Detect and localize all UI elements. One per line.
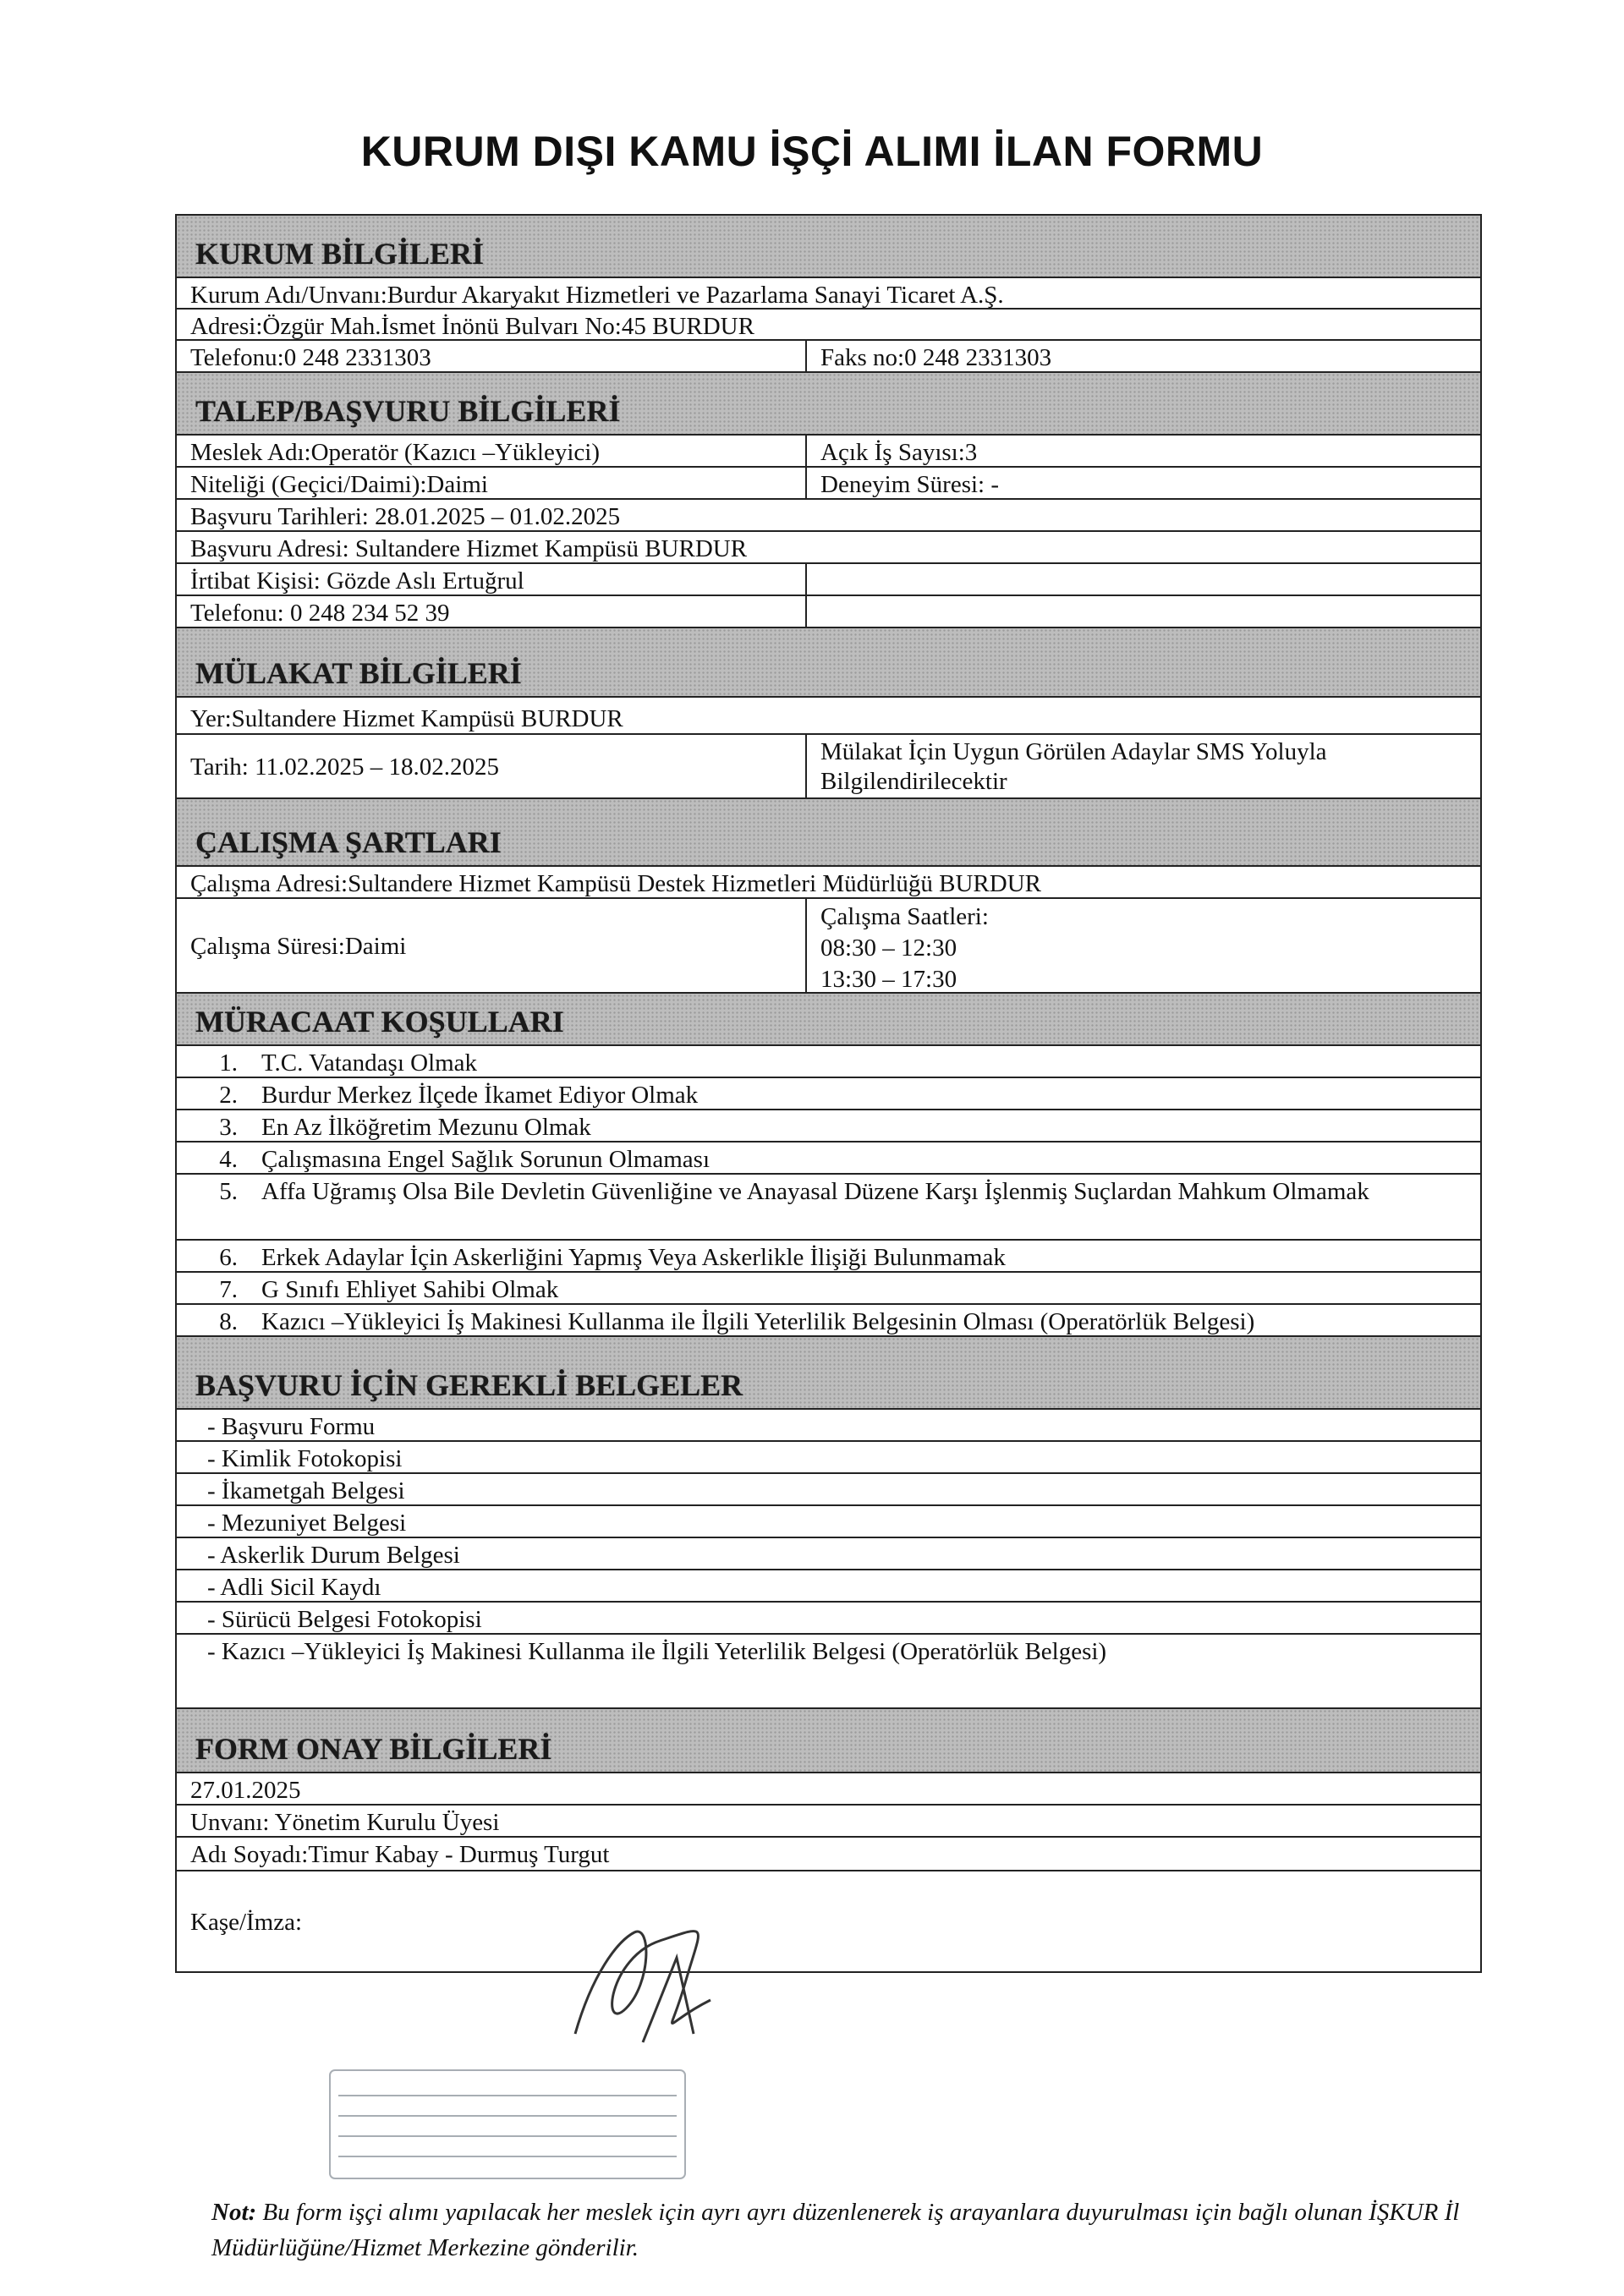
section-calisma-header: ÇALIŞMA ŞARTLARI: [177, 799, 1480, 867]
company-stamp: [279, 2063, 719, 2190]
irtibat-telefonu: Telefonu: 0 248 234 52 39: [177, 596, 807, 627]
kosul-item: [177, 1305, 1480, 1337]
telefon-empty-cell: [807, 596, 1480, 627]
kosul-no: 5.: [219, 1178, 238, 1205]
kurum-adres: Adresi:Özgür Mah.İsmet İnönü Bulvarı No:45 BURDUR: [190, 313, 754, 340]
belge-item: [177, 1538, 1480, 1570]
kurum-telefon: Telefonu:0 248 2331303: [177, 341, 807, 371]
irtibat-empty-cell: [807, 564, 1480, 595]
note-label: Not:: [211, 2199, 257, 2226]
section-mulakat-header: MÜLAKAT BİLGİLERİ: [177, 628, 1480, 698]
calisma-saat-1: 08:30 – 12:30: [820, 934, 957, 962]
onay-adsoyad: Adı Soyadı:Timur Kabay - Durmuş Turgut: [190, 1841, 610, 1868]
kosul-item: [177, 1175, 1480, 1241]
section-muracaat-header: MÜRACAAT KOŞULLARI: [177, 994, 1480, 1046]
kosul-no: 1.: [219, 1049, 238, 1077]
form-table: [175, 214, 1482, 1973]
form-title: KURUM DIŞI KAMU İŞÇİ ALIMI İLAN FORMU: [360, 128, 1264, 175]
belge-item: [177, 1506, 1480, 1538]
section-talep-header: TALEP/BAŞVURU BİLGİLERİ: [177, 373, 1480, 436]
kurum-faks: Faks no:0 248 2331303: [820, 344, 1052, 371]
kurum-telefon-row: [177, 341, 1480, 373]
kurum-adi: Kurum Adı/Unvanı:Burdur Akaryakıt Hizmetleri ve Pazarlama Sanayi Ticaret A.Ş.: [190, 282, 1004, 309]
belge-text: - Sürücü Belgesi Fotokopisi: [207, 1606, 482, 1633]
kurum-adres-row: [177, 310, 1480, 341]
calisma-adres-row: [177, 867, 1480, 899]
belge-text: - Askerlik Durum Belgesi: [207, 1542, 460, 1569]
mulakat-yer-row: [177, 698, 1480, 735]
kosul-text: G Sınıfı Ehliyet Sahibi Olmak: [261, 1276, 559, 1303]
kosul-text: Çalışmasına Engel Sağlık Sorunun Olmaması: [261, 1146, 710, 1173]
kosul-no: 7.: [219, 1276, 238, 1303]
mulakat-tarih: Tarih: 11.02.2025 – 18.02.2025: [177, 735, 807, 797]
basvuru-tarihleri: Başvuru Tarihleri: 28.01.2025 – 01.02.2025: [190, 503, 621, 530]
belge-item: [177, 1442, 1480, 1474]
onay-unvan: Unvanı: Yönetim Kurulu Üyesi: [190, 1809, 500, 1836]
irtibat-row: [177, 564, 1480, 596]
calisma-saat-2: 13:30 – 17:30: [820, 965, 957, 993]
belge-text: - Başvuru Formu: [207, 1413, 376, 1440]
kosul-text: Burdur Merkez İlçede İkamet Ediyor Olmak: [261, 1082, 699, 1109]
belge-text: - Adli Sicil Kaydı: [207, 1574, 381, 1601]
kosul-item: [177, 1273, 1480, 1305]
kosul-item: [177, 1046, 1480, 1078]
onay-unvan-row: [177, 1806, 1480, 1838]
belge-item: [177, 1603, 1480, 1635]
kosul-text: T.C. Vatandaşı Olmak: [261, 1049, 478, 1077]
kosul-text: Affa Uğramış Olsa Bile Devletin Güvenliğine ve Anayasal Düzene Karşı İşlenmiş Suçlardan Mahkum Olmamak: [261, 1178, 1369, 1205]
talep-meslek-row: [177, 436, 1480, 468]
nitelik: Niteliği (Geçici/Daimi):Daimi: [177, 468, 807, 498]
basvuru-adres-row: [177, 532, 1480, 564]
belge-text: - İkametgah Belgesi: [207, 1477, 405, 1504]
calisma-suresi: Çalışma Süresi:Daimi: [177, 899, 807, 992]
section-belgeler-header: BAŞVURU İÇİN GEREKLİ BELGELER: [177, 1337, 1480, 1410]
deneyim-suresi: Deneyim Süresi: -: [820, 471, 1000, 498]
belge-item: [177, 1474, 1480, 1506]
calisma-saatleri: [807, 899, 1480, 992]
section-kurum-header: KURUM BİLGİLERİ: [177, 216, 1480, 278]
belge-text: - Kimlik Fotokopisi: [207, 1445, 403, 1472]
note-text: Bu form işçi alımı yapılacak her meslek için ayrı ayrı düzenlenerek iş arayanlara duyurulması için bağlı olunan İŞKUR İl Müdürlüğüne/Hizmet Merkezine gönderilir.: [211, 2199, 1460, 2262]
belge-item: [177, 1635, 1480, 1709]
acik-is-sayisi: Açık İş Sayısı:3: [820, 439, 978, 466]
irtibat-telefon-row: [177, 596, 1480, 628]
onay-kase-row: [177, 1871, 1480, 1971]
kosul-text: Kazıcı –Yükleyici İş Makinesi Kullanma ile İlgili Yeterlilik Belgesinin Olması (Operatörlük Belgesi): [261, 1308, 1255, 1335]
belge-item: [177, 1570, 1480, 1603]
kosul-item: [177, 1078, 1480, 1110]
meslek-adi: Meslek Adı:Operatör (Kazıcı –Yükleyici): [177, 436, 807, 466]
talep-nitelik-row: [177, 468, 1480, 500]
kurum-adi-row: [177, 278, 1480, 310]
kosul-no: 8.: [219, 1308, 238, 1335]
belge-text: - Kazıcı –Yükleyici İş Makinesi Kullanma ile İlgili Yeterlilik Belgesi (Operatörlük Belgesi): [207, 1638, 1107, 1665]
mulakat-tarih-row: [177, 735, 1480, 799]
basvuru-adresi: Başvuru Adresi: Sultandere Hizmet Kampüsü BURDUR: [190, 535, 748, 562]
kosul-no: 6.: [219, 1244, 238, 1271]
basvuru-tarih-row: [177, 500, 1480, 532]
footer-note: [211, 2195, 1463, 2266]
belge-text: - Mezuniyet Belgesi: [207, 1510, 407, 1537]
onay-tarih: 27.01.2025: [190, 1777, 301, 1804]
irtibat-kisisi: İrtibat Kişisi: Gözde Aslı Ertuğrul: [177, 564, 807, 595]
kosul-item: [177, 1110, 1480, 1143]
onay-kase-label: Kaşe/İmza:: [190, 1909, 303, 1937]
signature: [558, 1907, 744, 2051]
onay-tarih-row: [177, 1773, 1480, 1806]
kosul-no: 4.: [219, 1146, 238, 1173]
kosul-item: [177, 1241, 1480, 1273]
kosul-no: 3.: [219, 1114, 238, 1141]
kosul-text: En Az İlköğretim Mezunu Olmak: [261, 1114, 591, 1141]
kosul-text: Erkek Adaylar İçin Askerliğini Yapmış Veya Askerlikle İlişiği Bulunmamak: [261, 1244, 1006, 1271]
calisma-adresi: Çalışma Adresi:Sultandere Hizmet Kampüsü Destek Hizmetleri Müdürlüğü BURDUR: [190, 870, 1041, 897]
kosul-item: [177, 1143, 1480, 1175]
mulakat-bilgi: Mülakat İçin Uygun Görülen Adaylar SMS Yoluyla Bilgilendirilecektir: [820, 738, 1327, 795]
calisma-saatleri-label: Çalışma Saatleri:: [820, 903, 989, 930]
mulakat-yer: Yer:Sultandere Hizmet Kampüsü BURDUR: [190, 705, 623, 732]
section-onay-header: FORM ONAY BİLGİLERİ: [177, 1709, 1480, 1773]
onay-adsoyad-row: [177, 1838, 1480, 1871]
belge-item: [177, 1410, 1480, 1442]
calisma-sure-row: [177, 899, 1480, 994]
kosul-no: 2.: [219, 1082, 238, 1109]
